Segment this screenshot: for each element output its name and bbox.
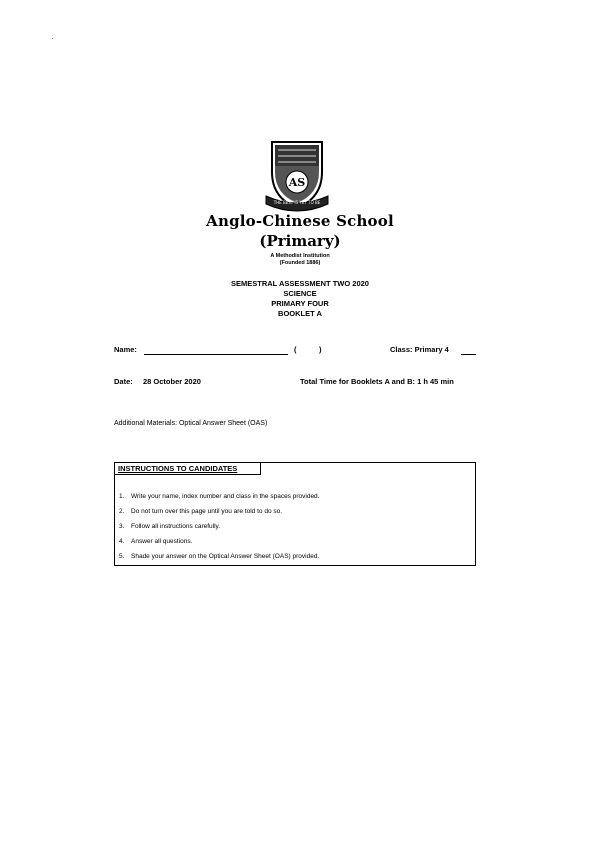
instruction-item: 3. Follow all instructions carefully. (119, 523, 221, 530)
class-blank[interactable] (461, 345, 476, 355)
instructions-heading: INSTRUCTIONS TO CANDIDATES (115, 463, 261, 475)
school-subtitle: (Primary) (259, 232, 341, 250)
school-crest (264, 138, 330, 214)
instruction-item: 5. Shade your answer on the Optical Answer Sheet (OAS) provided. (119, 553, 320, 560)
name-label: Name: (114, 345, 137, 354)
exam-title: SEMESTRAL ASSESSMENT TWO 2020 (231, 279, 369, 288)
index-paren-close: ) (319, 345, 322, 354)
exam-subject: SCIENCE (283, 289, 317, 298)
instructions-list (119, 492, 319, 567)
index-paren-open: ( (294, 345, 297, 354)
name-blank[interactable] (144, 345, 288, 355)
school-name: Anglo-Chinese School (206, 212, 394, 230)
tagline: A Methodist Institution (270, 253, 330, 259)
instruction-item: 1. Write your name, index number and class in the spaces provided. (119, 493, 320, 500)
additional-materials: Additional Materials: Optical Answer Sheet (OAS) (114, 420, 268, 427)
total-time: Total Time for Booklets A and B: 1 h 45 min (300, 377, 454, 386)
founded-line: (Founded 1886) (279, 260, 321, 266)
class-label: Class: Primary 4 (390, 345, 449, 354)
exam-level: PRIMARY FOUR (271, 299, 329, 308)
exam-booklet: BOOKLET A (278, 309, 322, 318)
date-label: Date: (114, 377, 133, 386)
instruction-item: 2. Do not turn over this page until you are told to do so. (119, 508, 283, 515)
crest-letters: AS (288, 176, 306, 189)
instructions-box (114, 462, 476, 566)
crest-scroll-text: THE BEST IS YET TO BE (273, 200, 321, 205)
instruction-item: 4. Answer all questions. (119, 538, 193, 545)
date-value: 28 October 2020 (143, 377, 201, 386)
scan-speck (52, 38, 53, 39)
